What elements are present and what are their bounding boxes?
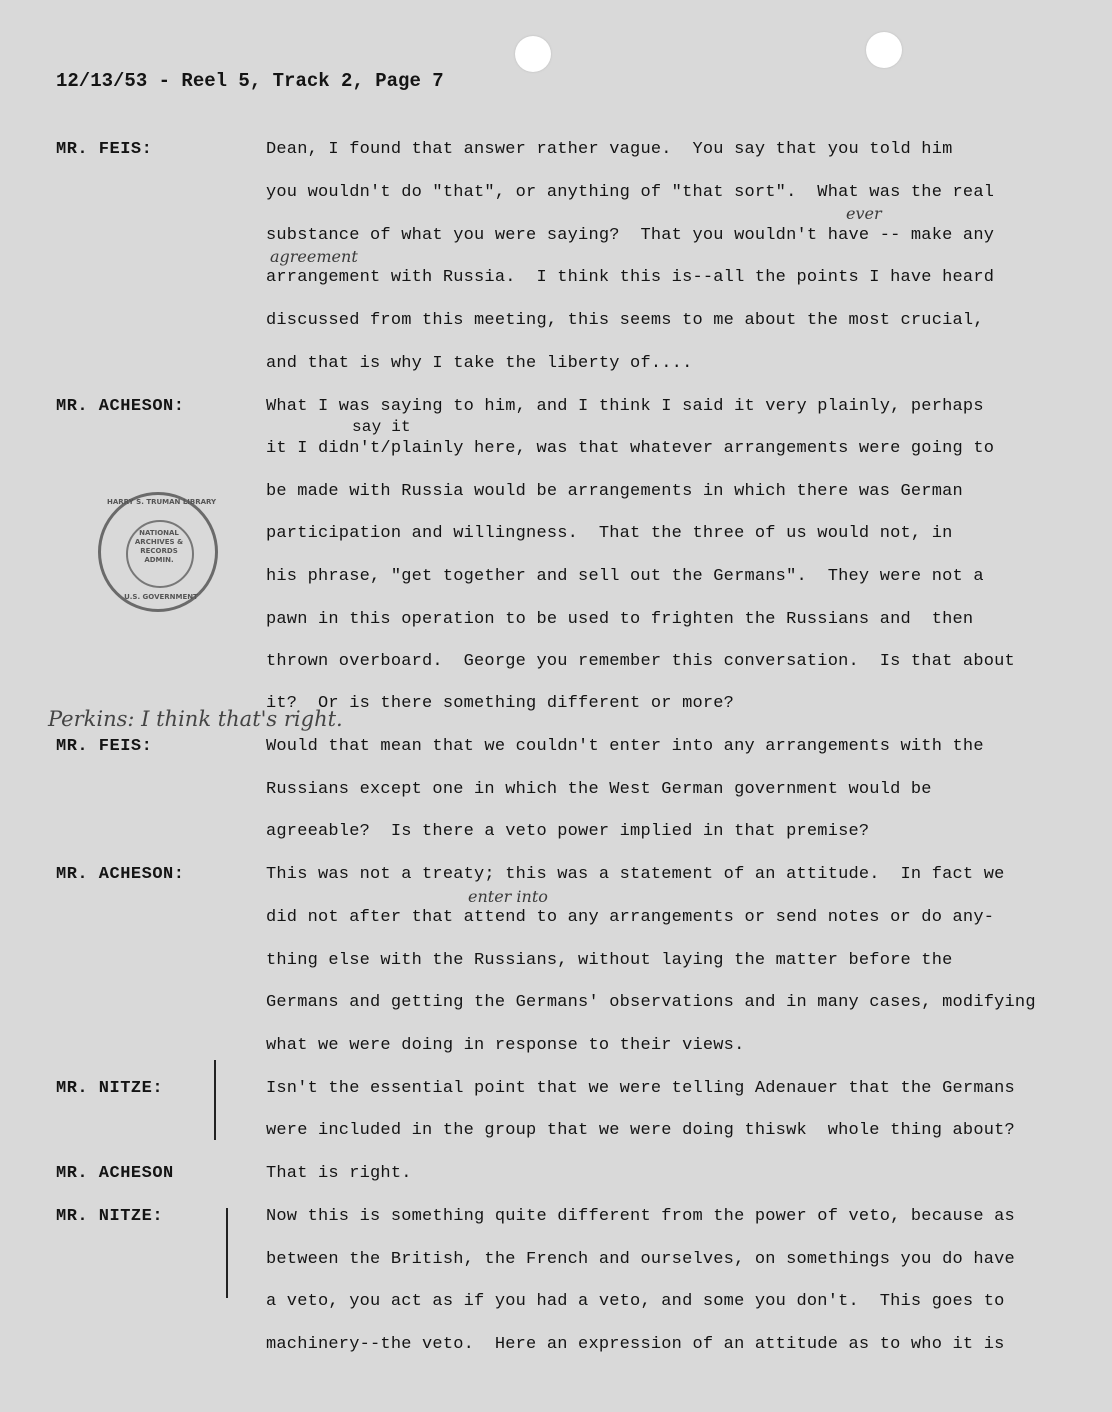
transcript-line: it? Or is there something different or more? [266,694,735,713]
transcript-line: thrown overboard. George you remember this conversation. Is that about [266,652,1015,671]
transcript-line: agreeable? Is there a veto power implied in that premise? [266,822,870,841]
stamp-ring-bottom: U.S. GOVERNMENT [124,593,198,601]
transcript-line: did not after that attend to any arrangements or send notes or do any- [266,908,995,927]
transcript-line: Would that mean that we couldn't enter into any arrangements with the [266,737,984,756]
speaker-label: MR. NITZE: [56,1079,164,1098]
transcript-line: Dean, I found that answer rather vague. You say that you told him [266,140,953,159]
transcript-line: you wouldn't do "that", or anything of "that sort". What was the real [266,183,995,202]
library-stamp [98,492,218,612]
transcript-line: participation and willingness. That the three of us would not, in [266,524,953,543]
punch-hole [515,36,551,72]
transcript-line: This was not a treaty; this was a statement of an attitude. In fact we [266,865,1005,884]
transcript-line: be made with Russia would be arrangements in which there was German [266,482,963,501]
speaker-label: MR. ACHESON: [56,865,185,884]
speaker-label: MR. ACHESON [56,1164,174,1183]
page-header: 12/13/53 - Reel 5, Track 2, Page 7 [56,70,444,92]
speaker-label: MR. FEIS: [56,737,153,756]
handwritten-note: Perkins: I think that's right. [48,707,343,731]
transcript-line: What I was saying to him, and I think I said it very plainly, perhaps [266,397,984,416]
margin-bar [226,1208,228,1298]
handwritten-insert: ever [846,204,882,223]
transcript-line: what we were doing in response to their views. [266,1036,745,1055]
typed-insert: say it [352,418,411,436]
handwritten-insert: agreement [270,247,358,266]
transcript-line: Germans and getting the Germans' observations and in many cases, modifying [266,993,1036,1012]
stamp-ring-top: HARRY S. TRUMAN LIBRARY [107,498,217,506]
transcript-line: discussed from this meeting, this seems to me about the most crucial, [266,311,984,330]
transcript-line: between the British, the French and ourselves, on somethings you do have [266,1250,1015,1269]
transcript-line: Isn't the essential point that we were telling Adenauer that the Germans [266,1079,1015,1098]
transcript-line: Russians except one in which the West German government would be [266,780,932,799]
transcript-line: and that is why I take the liberty of.... [266,354,693,373]
transcript-line: it I didn't/plainly here, was that whatever arrangements were going to [266,439,995,458]
transcript-line: substance of what you were saying? That you wouldn't have -- make any [266,226,995,245]
speaker-label: MR. ACHESON: [56,397,185,416]
transcript-line: were included in the group that we were doing thiswk whole thing about? [266,1121,1015,1140]
transcript-line: a veto, you act as if you had a veto, and some you don't. This goes to [266,1292,1005,1311]
transcript-line: thing else with the Russians, without laying the matter before the [266,951,953,970]
transcript-line: Now this is something quite different from the power of veto, because as [266,1207,1015,1226]
margin-bar [214,1060,216,1140]
speaker-label: MR. NITZE: [56,1207,164,1226]
speaker-label: MR. FEIS: [56,140,153,159]
transcript-line: machinery--the veto. Here an expression of an attitude as to who it is [266,1335,1005,1354]
punch-hole [866,32,902,68]
stamp-center: NATIONAL ARCHIVES & RECORDS ADMIN. [134,529,184,564]
handwritten-insert: enter into [468,887,548,906]
transcript-line: pawn in this operation to be used to frighten the Russians and then [266,610,974,629]
transcript-line: his phrase, "get together and sell out the Germans". They were not a [266,567,984,586]
transcript-line: That is right. [266,1164,412,1183]
transcript-line: arrangement with Russia. I think this is--all the points I have heard [266,268,995,287]
